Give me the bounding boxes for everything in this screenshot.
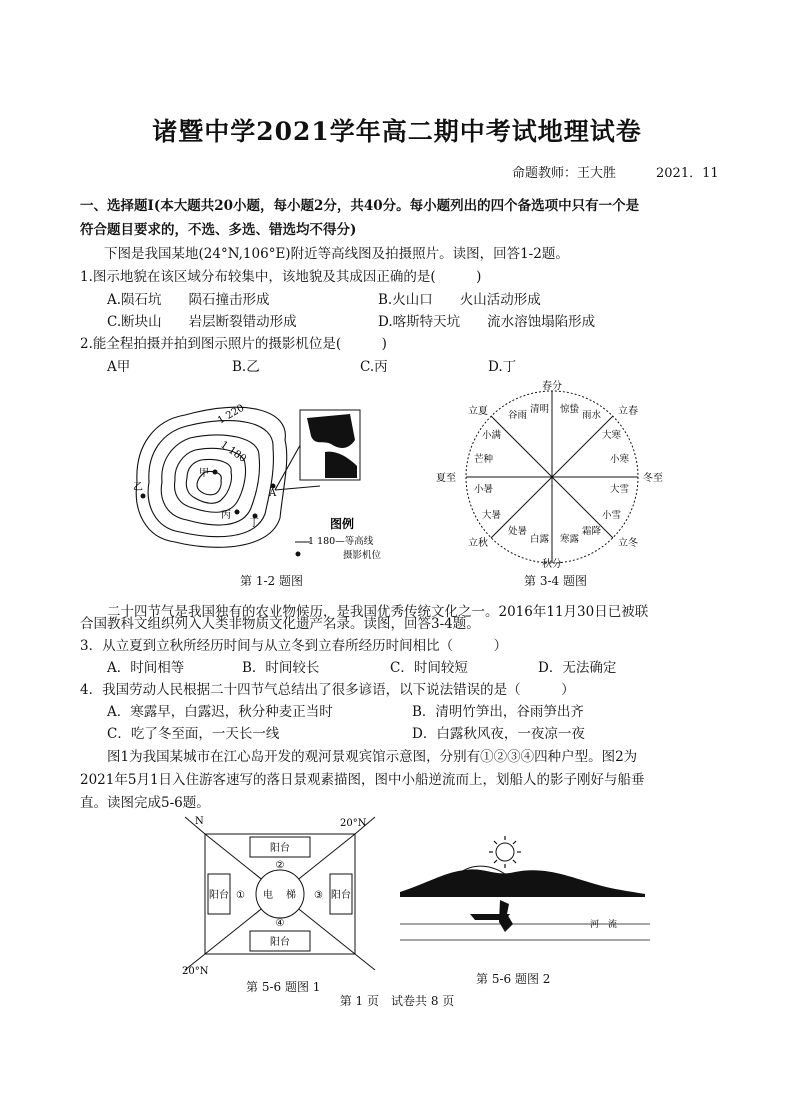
term-lidong: 立冬	[618, 538, 638, 549]
room-1: ①	[236, 890, 245, 901]
para56-line2: 2021年5月1日入住游客速写的落日景观素描图，图中小船逆流而上，划船人的影子刚好与船垂	[80, 772, 645, 788]
legend-camera: 摄影机位	[343, 550, 382, 561]
q1-option-b: B.火山口 火山活动形成	[378, 292, 541, 308]
term-daxue: 大雪	[610, 484, 630, 495]
para34-line1: 二十四节气是我国独有的农业物候历，是我国优秀传统文化之一。2016年11月30日已被联	[107, 604, 649, 620]
q2-option-c: C.丙	[360, 359, 388, 375]
section-heading-line2: 符合题目要求的，不选、多选、错选均不得分)	[80, 222, 357, 238]
point-a-label: A	[269, 488, 277, 499]
legend-camera-icon	[296, 552, 301, 557]
fig56a-caption: 第 5-6 题图 1	[246, 980, 321, 994]
term-dashu: 大暑	[482, 510, 502, 521]
q3-option-d: D．无法确定	[538, 660, 617, 676]
contour-map-figure	[125, 400, 395, 575]
para56-line3: 直。读图完成5-6题。	[80, 795, 210, 811]
term-lixia: 立夏	[468, 406, 488, 417]
legend-contour: 1 180—等高线	[308, 536, 374, 547]
q12-intro: 下图是我国某地(24°N,106°E)附近等高线图及拍摄照片。读图，回答1-2题。	[104, 246, 569, 262]
term-guyu: 谷雨	[508, 410, 528, 421]
section-heading-line1: 一、选择题Ⅰ(本大题共20小题，每小题2分，共40分。每小题列出的四个备选项中只有一个是	[80, 198, 640, 214]
contour-1180-label: 1 180	[218, 439, 249, 465]
lat-top-label: 20°N	[340, 818, 367, 829]
q1-option-c: C.断块山 岩层断裂错动形成	[107, 314, 297, 330]
term-mangzhong: 芒种	[474, 454, 494, 465]
q2-stem: 2.能全程拍摄并拍到图示照片的摄影机位是( )	[80, 336, 387, 352]
para34-line2: 合国教科文组织列入人类非物质文化遗产名录。读图，回答3-4题。	[80, 616, 480, 632]
q2-option-d: D.丁	[488, 359, 517, 375]
camera-jia-label: 甲	[199, 468, 209, 479]
lat-bottom-label: 20°N	[182, 966, 209, 977]
q1-option-d: D.喀斯特天坑 流水溶蚀塌陷形成	[378, 314, 596, 330]
term-qiufen: 秋分	[542, 559, 562, 570]
term-lichun: 立春	[618, 406, 638, 417]
q4-option-c: C．吃了冬至面，一天长一线	[107, 726, 280, 742]
room-4: ④	[275, 918, 285, 929]
term-dahan: 大寒	[602, 430, 622, 441]
term-chushu: 处暑	[508, 526, 528, 537]
north-label: N	[195, 816, 204, 827]
camera-ding-label: 丁	[249, 518, 259, 529]
page-footer: 第 1 页 试卷共 8 页	[339, 994, 455, 1008]
q2-option-b: B.乙	[232, 359, 260, 375]
term-xiaoshu: 小暑	[474, 484, 494, 495]
q4-option-d: D．白露秋风夜，一夜凉一夜	[412, 726, 585, 742]
room-2: ②	[275, 860, 285, 871]
balcony-bottom: 阳台	[270, 937, 290, 948]
term-liqiu: 立秋	[468, 538, 488, 549]
q4-option-a: A．寒露早，白露迟，秋分种麦正当时	[107, 704, 333, 720]
elevator-char1: 电	[263, 890, 273, 901]
term-jingzhe: 惊蛰	[560, 404, 580, 415]
balcony-right: 阳台	[331, 890, 351, 901]
term-yushui: 雨水	[582, 410, 602, 421]
q3-option-b: B．时间较长	[242, 660, 320, 676]
balcony-top: 阳台	[270, 843, 290, 854]
term-dongzhi: 冬至	[643, 473, 663, 484]
fig56b-caption: 第 5-6 题图 2	[476, 972, 551, 986]
legend-title: 图例	[330, 517, 355, 531]
term-shuangjiang: 霜降	[582, 526, 602, 537]
q3-stem: 3．从立夏到立秋所经历时间与从立冬到立春所经历时间相比（ ）	[80, 638, 508, 654]
q4-stem: 4．我国劳动人民根据二十四节气总结出了很多谚语，以下说法错误的是（ ）	[80, 682, 575, 698]
q3-option-a: A．时间相等	[107, 660, 185, 676]
hotel-plan-figure	[180, 812, 380, 977]
exam-date: 2021．11	[656, 166, 719, 181]
term-xiaohan: 小寒	[610, 454, 630, 465]
fig34-caption: 第 3-4 题图	[524, 574, 587, 588]
q2-option-a: A甲	[107, 359, 131, 375]
page-title: 诸暨中学2021学年高二期中考试地理试卷	[152, 117, 642, 146]
author: 命题教师：王大胜	[512, 166, 617, 181]
room-3: ③	[314, 890, 323, 901]
term-xiaoman: 小满	[482, 430, 502, 441]
term-xiaoxue: 小雪	[602, 510, 622, 521]
camera-bing-label: 丙	[221, 510, 231, 521]
balcony-left: 阳台	[209, 890, 229, 901]
q4-option-b: B．清明竹笋出，谷雨笋出齐	[412, 704, 584, 720]
solar-terms-wheel	[430, 380, 690, 570]
term-qingming: 清明	[530, 404, 550, 415]
elevator-char2: 梯	[286, 890, 296, 901]
camera-yi-label: 乙	[133, 482, 143, 493]
term-bailu: 白露	[530, 534, 550, 545]
q3-option-c: C．时间较短	[390, 660, 468, 676]
term-chunfen: 春分	[542, 381, 562, 392]
term-xiazhi: 夏至	[436, 473, 456, 484]
river-label: 河 流	[590, 920, 618, 930]
fig12-caption: 第 1-2 题图	[240, 574, 303, 588]
sunset-sketch-figure	[395, 832, 655, 967]
q1-stem: 1.图示地貌在该区域分布较集中，该地貌及其成因正确的是( )	[80, 269, 482, 285]
term-hanlu: 寒露	[560, 534, 580, 545]
para56-line1: 图1为我国某城市在江心岛开发的观河景观宾馆示意图，分别有①②③④四种户型。图2为	[107, 749, 638, 765]
q1-option-a: A.陨石坑 陨石撞击形成	[107, 292, 270, 308]
contour-1220-label: 1 220	[216, 402, 247, 427]
